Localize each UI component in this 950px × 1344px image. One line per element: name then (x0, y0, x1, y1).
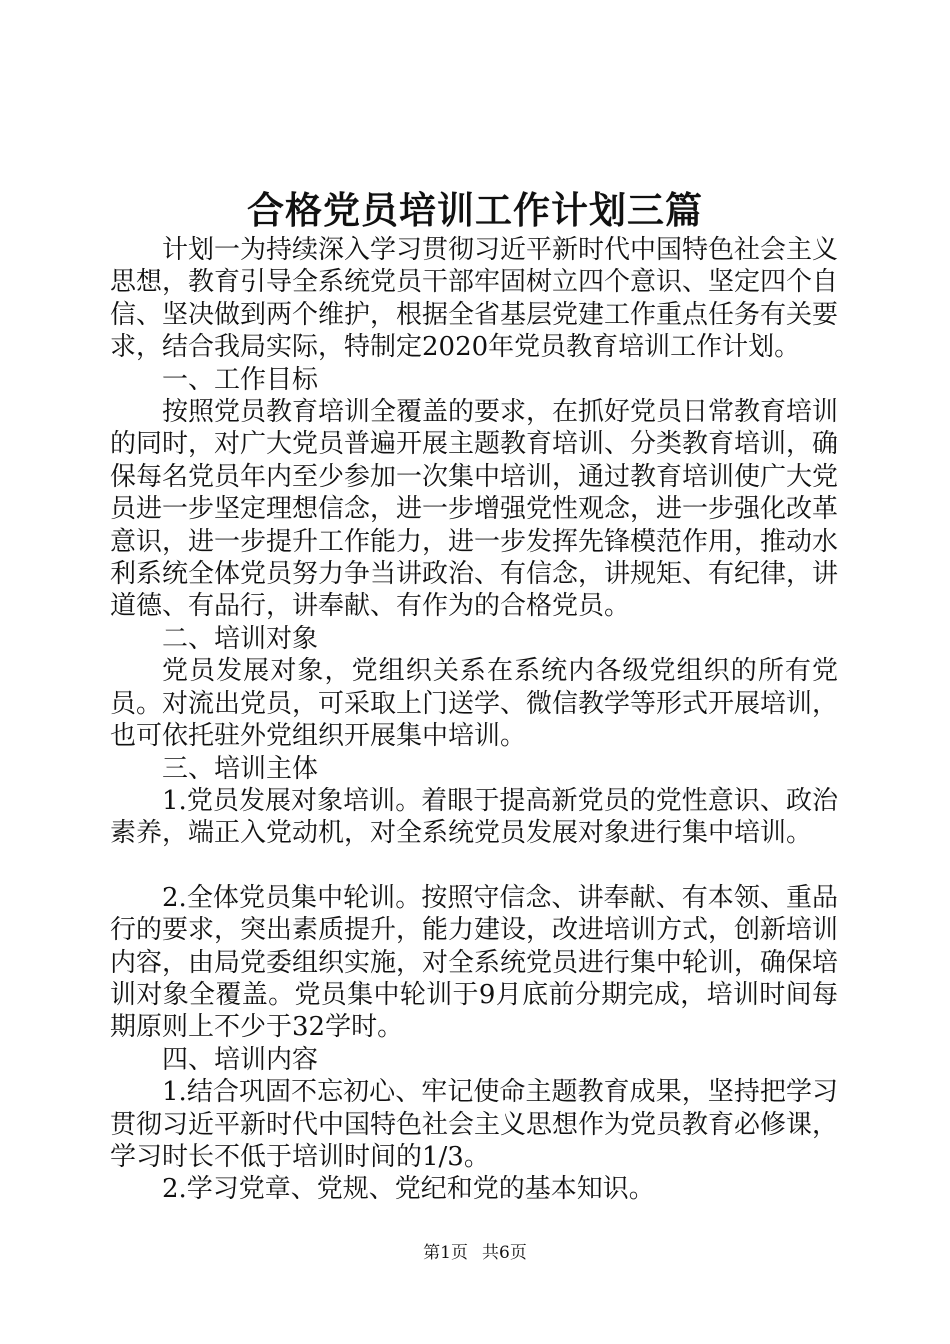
paragraph-subject-2: 2.全体党员集中轮训。按照守信念、讲奉献、有本领、重品行的要求，突出素质提升，能力建设，改进培训方式，创新培训内容，由局党委组织实施，对全系统党员进行集中轮训，确保培训对象全覆盖。党员集中轮训于9月底前分期完成，培训时间每期原则上不少于32学时。 (110, 882, 839, 1043)
page-total: 共6页 (482, 1243, 527, 1263)
paragraph-intro: 计划一为持续深入学习贯彻习近平新时代中国特色社会主义思想，教育引导全系统党员干部牢固树立四个意识、坚定四个自信、坚决做到两个维护，根据全省基层党建工作重点任务有关要求，结合我局实际，特制定2020年党员教育培训工作计划。 (110, 235, 839, 363)
section-heading-2: 二、培训对象 (162, 623, 319, 654)
section-heading-3: 三、培训主体 (162, 753, 319, 784)
paragraph-content-1: 1.结合巩固不忘初心、牢记使命主题教育成果，坚持把学习贯彻习近平新时代中国特色社会主义思想作为党员教育必修课，学习时长不低于培训时间的1/3。 (110, 1077, 839, 1172)
paragraph-subject-1: 1.党员发展对象培训。着眼于提高新党员的党性意识、政治素养，端正入党动机，对全系统党员发展对象进行集中培训。 (110, 785, 838, 849)
paragraph-targets: 党员发展对象，党组织关系在系统内各级党组织的所有党员。对流出党员，可采取上门送学、微信教学等形式开展培训，也可依托驻外党组织开展集中培训。 (110, 656, 839, 752)
page-footer (0, 1241, 950, 1265)
section-heading-1: 一、工作目标 (162, 364, 319, 395)
paragraph-goals: 按照党员教育培训全覆盖的要求，在抓好党员日常教育培训的同时，对广大党员普遍开展主题教育培训、分类教育培训，确保每名党员年内至少参加一次集中培训，通过教育培训使广大党员进一步坚定理想信念，进一步增强党性观念，进一步强化改革意识，进一步提升工作能力，进一步发挥先锋模范作用，推动水利系统全体党员努力争当讲政治、有信念，讲规矩、有纪律，讲道德、有品行，讲奉献、有作为的合格党员。 (110, 397, 839, 622)
document-body (110, 234, 838, 1206)
document-title: 合格党员培训工作计划三篇 (247, 188, 703, 232)
page-number: 第1页 (423, 1243, 468, 1263)
section-heading-4: 四、培训内容 (162, 1044, 319, 1075)
paragraph-content-2: 2.学习党章、党规、党纪和党的基本知识。 (162, 1174, 655, 1205)
